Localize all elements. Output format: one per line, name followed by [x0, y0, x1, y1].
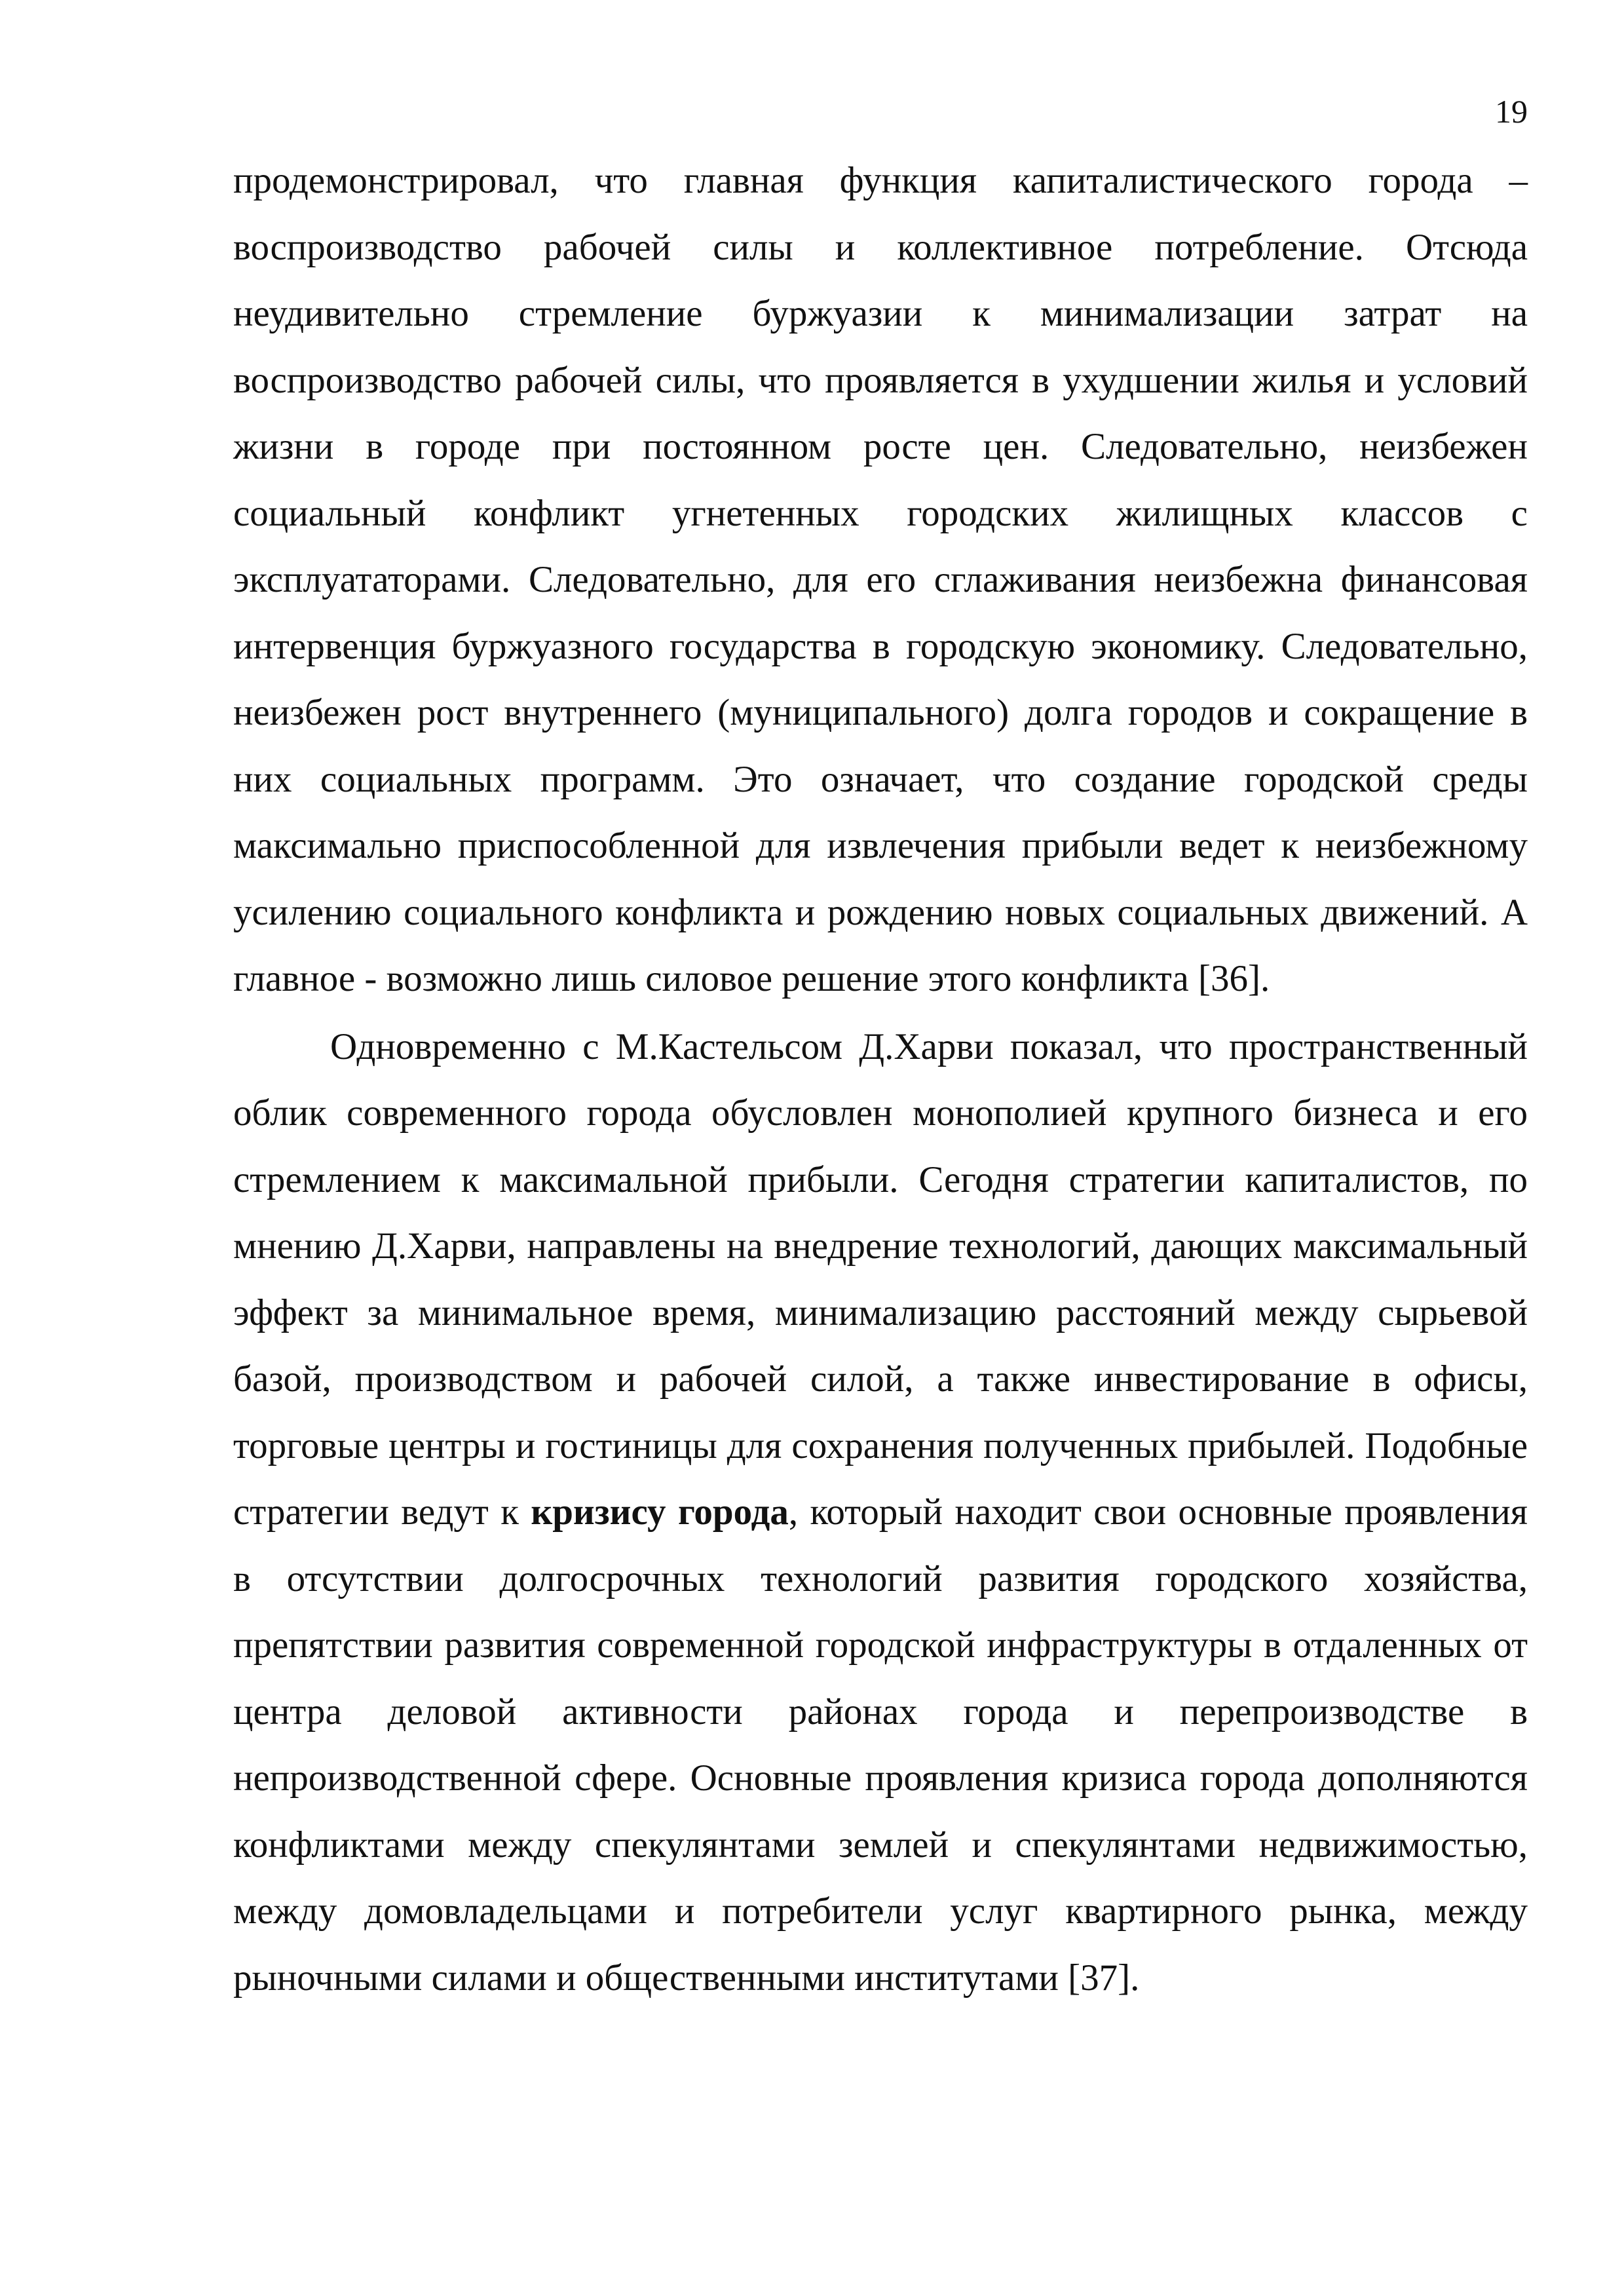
page-number: 19: [1495, 93, 1528, 130]
paragraph-2-text-start: Одновременно с М.Кастельсом Д.Харви показал, что пространственный облик современного города обусловлен монополией крупного бизнеса и его стремлением к максимальной прибыли. Сегодня стратегии капиталистов, по мнению Д.Харви, направлены на внедрение технологий, дающих максимальный эффект за минимальное время, минимализацию расстояний между сырьевой базой, производством и рабочей силой, а также инвестирование в офисы, торговые центры и гостиницы для сохранения полученных прибылей. Подобные стратегии ведут к: [233, 1025, 1528, 1533]
paragraph-2-text-end: , который находит свои основные проявления в отсутствии долгосрочных технологий развития городского хозяйства, препятствии развития современной городской инфраструктуры в отдаленных от центра деловой активности районах города и перепроизводстве в непроизводственной сфере. Основные проявления кризиса города дополняются конфликтами между спекулянтами землей и спекулянтами недвижимостью, между домовладельцами и потребители услуг квартирного рынка, между рыночными силами и общественными институтами [37].: [233, 1491, 1528, 1999]
paragraph-2: [233, 1014, 1528, 2012]
paragraph-1: продемонстрировал, что главная функция капиталистического города – воспроизводство рабочей силы и коллективное потребление. Отсюда неудивительно стремление буржуазии к минимализации затрат на воспроизводство рабочей силы, что проявляется в ухудшении жилья и условий жизни в городе при постоянном росте цен. Следовательно, неизбежен социальный конфликт угнетенных городских жилищных классов с эксплуататорами. Следовательно, для его сглаживания неизбежна финансовая интервенция буржуазного государства в городскую экономику. Следовательно, неизбежен рост внутреннего (муниципального) долга городов и сокращение в них социальных программ. Это означает, что создание городской среды максимально приспособленной для извлечения прибыли ведет к неизбежному усилению социального конфликта и рождению новых социальных движений. А главное - возможно лишь силовое решение этого конфликта [36].: [233, 160, 1528, 999]
emphasis-city-crisis: кризису города: [531, 1491, 789, 1533]
body-text: [233, 147, 1528, 2011]
